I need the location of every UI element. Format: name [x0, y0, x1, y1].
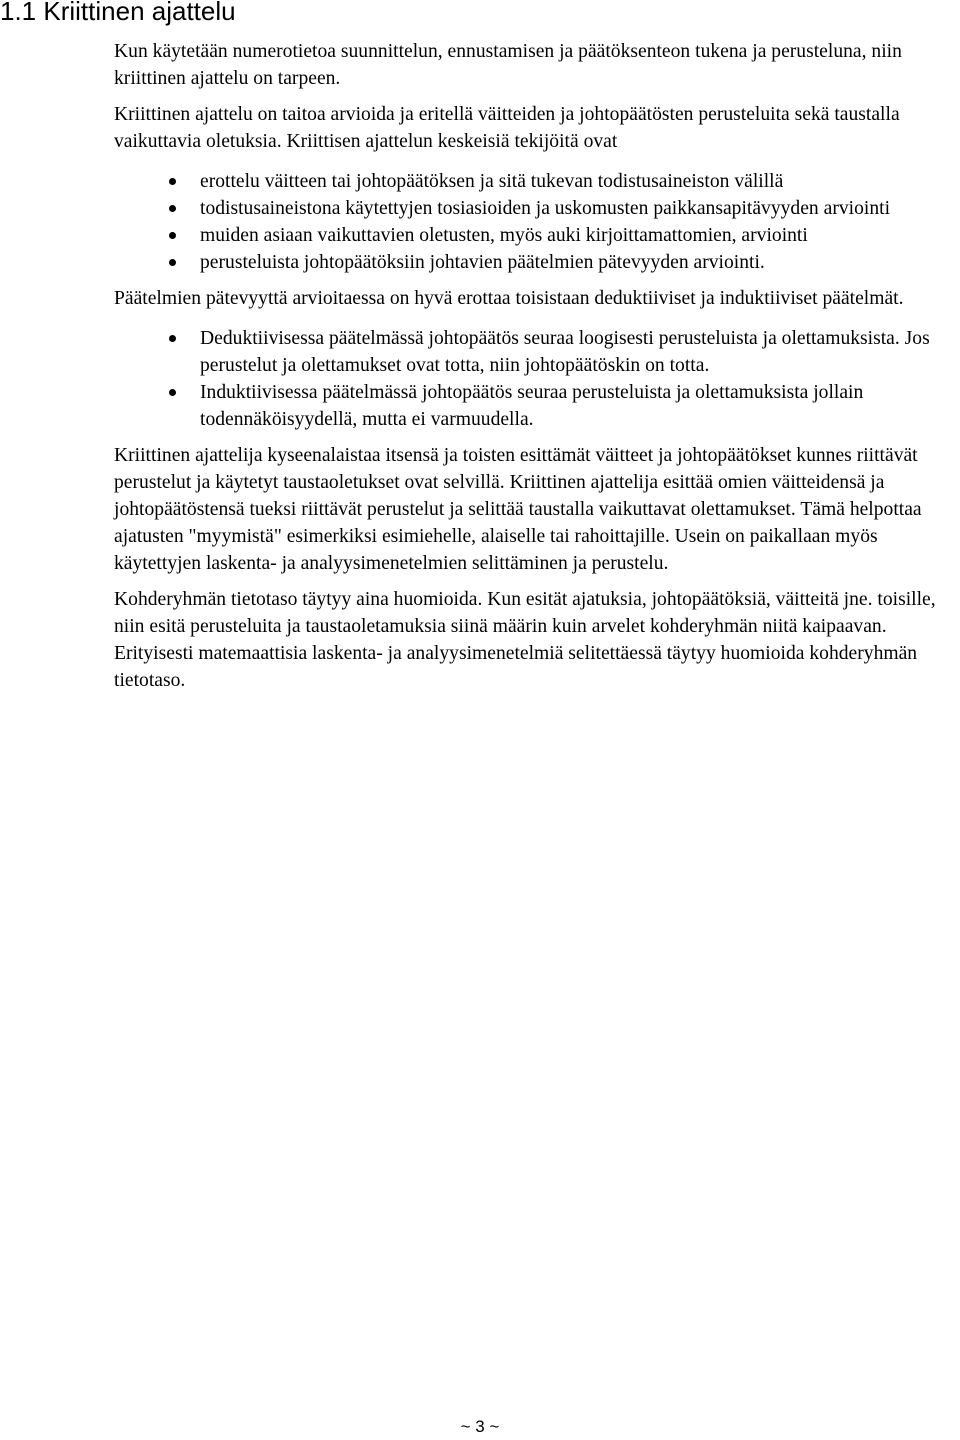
list-item: perusteluista johtopäätöksiin johtavien päätelmien pätevyyden arviointi. [114, 249, 956, 276]
bullet-icon [169, 259, 176, 266]
bullet-icon [169, 389, 176, 396]
document-body [114, 38, 956, 694]
bullet-icon [169, 205, 176, 212]
bullet-icon [169, 178, 176, 185]
page-number: ~ 3 ~ [460, 1417, 500, 1436]
bullet-icon [169, 335, 176, 342]
paragraph-validity: Päätelmien pätevyyttä arvioitaessa on hyvä erottaa toisistaan deduktiiviset ja induktiiviset päätelmät. [114, 288, 904, 309]
list-item: muiden asiaan vaikuttavien oletusten, myös auki kirjoittamattomien, arviointi [114, 222, 956, 249]
paragraph-definition: Kriittinen ajattelu on taitoa arvioida ja eritellä väitteiden ja johtopäätösten perusteluita sekä taustalla vaikuttavia oletuksia. Kriittisen ajattelun keskeisiä tekijöitä ovat [114, 104, 900, 152]
list-item: Deduktiivisessa päätelmässä johtopäätös seuraa loogisesti perusteluista ja olettamuksista. Jos perustelut ja olettamukset ovat totta, niin johtopäätöskin on totta. [114, 325, 956, 379]
list-item: todistusaineistona käytettyjen tosiasioiden ja uskomusten paikkansapitävyyden arviointi [114, 195, 956, 222]
inference-types-list [114, 325, 956, 433]
bullet-icon [169, 232, 176, 239]
paragraph-critical-thinker: Kriittinen ajattelija kyseenalaistaa itsensä ja toisten esittämät väitteet ja johtopäätökset kunnes riittävät perustelut ja käytetyt taustaoletukset ovat selvillä. Kriittinen ajattelija esittää omien väitteidensä ja johtopäätöstensä tueksi riittävät perustelut ja selittää taustalla vaikuttavat olettamukset. Tämä helpottaa ajatusten "myymistä" esimerkiksi esimiehelle, alaiselle tai rahoittajille. Usein on paikallaan myös käytettyjen laskenta- ja analyysimenetelmien selittäminen ja perustelu. [114, 445, 922, 574]
section-heading: 1.1 Kriittinen ajattelu [0, 0, 236, 26]
paragraph-intro: Kun käytetään numerotietoa suunnittelun, ennustamisen ja päätöksenteon tukena ja perusteluna, niin kriittinen ajattelu on tarpeen. [114, 41, 902, 89]
list-item: Induktiivisessa päätelmässä johtopäätös seuraa perusteluista ja olettamuksista jollain todennäköisyydellä, mutta ei varmuudella. [114, 379, 956, 433]
list-item: erottelu väitteen tai johtopäätöksen ja sitä tukevan todistusaineiston välillä [114, 168, 956, 195]
critical-thinking-factors-list [114, 168, 956, 276]
paragraph-target-audience: Kohderyhmän tietotaso täytyy aina huomioida. Kun esität ajatuksia, johtopäätöksiä, väitteitä jne. toisille, niin esitä perusteluita ja taustaoletamuksia siinä määrin kuin arvelet kohderyhmän niitä kaipaavan. Erityisesti matemaattisia laskenta- ja analyysimenetelmiä selitettäessä täytyy huomioida kohderyhmän tietotaso. [114, 589, 936, 691]
